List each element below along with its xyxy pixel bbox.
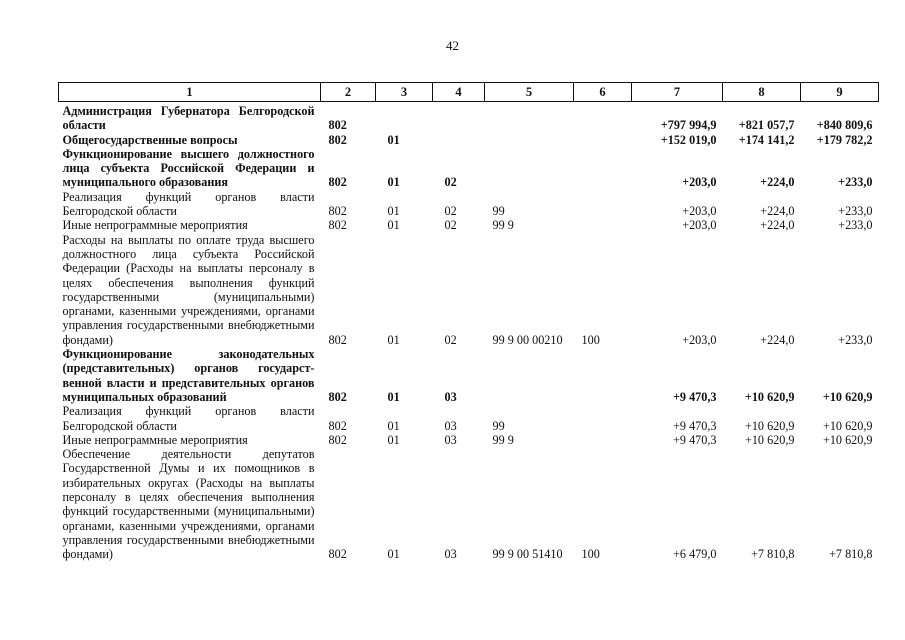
ministry-code: 802	[328, 132, 347, 147]
target-item-code: 99 9	[492, 432, 514, 447]
budget-item-name: Реализация функций органов власти Белгородской области	[62, 189, 315, 219]
amount-year-3: +233,0	[838, 175, 873, 190]
header-col-6: 6	[574, 83, 632, 102]
amount-year-2: +10 620,9	[744, 418, 795, 433]
expense-type-code	[574, 218, 632, 232]
section-code	[376, 102, 433, 133]
target-item-code	[485, 133, 574, 147]
expense-type-code	[574, 147, 632, 190]
table-row	[59, 133, 879, 147]
amount-year-3: +10 620,9	[822, 418, 873, 433]
subsection-code: 02	[444, 332, 457, 347]
ministry-code: 802	[328, 218, 347, 233]
expense-type-code	[574, 133, 632, 147]
header-col-9: 9	[801, 83, 879, 102]
ministry-code: 802	[328, 432, 347, 447]
table-row	[59, 102, 879, 133]
budget-item-name: Функционирование законодательных (представительных) органов государст-венной власти и представительных органов муниципальных образований	[62, 347, 315, 404]
section-code: 01	[387, 547, 400, 562]
amount-year-2: +224,0	[760, 218, 795, 233]
amount-year-3: +233,0	[838, 218, 873, 233]
target-item-code: 99	[492, 418, 505, 433]
amount-year-1: +203,0	[682, 175, 717, 190]
ministry-code: 802	[328, 389, 347, 404]
target-item-code: 99 9	[492, 218, 514, 233]
header-col-2: 2	[321, 83, 376, 102]
amount-year-1: +9 470,3	[672, 389, 717, 404]
amount-year-3: +179 782,2	[816, 132, 873, 147]
amount-year-1: +203,0	[682, 218, 717, 233]
subsection-code: 02	[444, 218, 457, 233]
amount-year-1: +203,0	[682, 204, 717, 219]
header-col-5: 5	[485, 83, 574, 102]
budget-item-name: Иные непрограммные мероприятия	[62, 218, 248, 233]
amount-year-3: +7 810,8	[829, 547, 873, 562]
ministry-code: 802	[328, 418, 347, 433]
ministry-code: 802	[328, 332, 347, 347]
subsection-code: 02	[444, 175, 457, 190]
amount-year-2: +10 620,9	[744, 432, 795, 447]
table-row	[59, 404, 879, 433]
header-row	[59, 83, 879, 102]
table-row	[59, 190, 879, 219]
subsection-code	[433, 102, 485, 133]
subsection-code: 02	[444, 204, 457, 219]
amount-year-3: +10 620,9	[822, 389, 873, 404]
target-item-code	[485, 347, 574, 404]
header-col-8: 8	[723, 83, 801, 102]
section-code: 01	[387, 132, 400, 147]
target-item-code: 99	[492, 204, 505, 219]
amount-year-2: +821 057,7	[738, 118, 795, 133]
section-code: 01	[387, 218, 400, 233]
amount-year-1: +152 019,0	[660, 132, 717, 147]
ministry-code: 802	[328, 204, 347, 219]
target-item-code	[485, 102, 574, 133]
amount-year-2: +10 620,9	[744, 389, 795, 404]
section-code: 01	[387, 432, 400, 447]
expense-type-code: 100	[581, 332, 600, 347]
section-code: 01	[387, 332, 400, 347]
table-row	[59, 218, 879, 232]
header-col-3: 3	[376, 83, 433, 102]
section-code: 01	[387, 389, 400, 404]
subsection-code: 03	[444, 547, 457, 562]
amount-year-1: +9 470,3	[673, 418, 717, 433]
expense-type-code: 100	[581, 547, 600, 562]
ministry-code: 802	[328, 547, 347, 562]
page-number: 42	[446, 38, 459, 53]
amount-year-3: +233,0	[838, 332, 873, 347]
header-col-4: 4	[433, 83, 485, 102]
amount-year-1: +203,0	[682, 332, 717, 347]
section-code: 01	[387, 175, 400, 190]
table-row	[59, 347, 879, 404]
amount-year-1: +797 994,9	[660, 118, 717, 133]
expense-type-code	[574, 190, 632, 219]
budget-item-name: Обеспечение деятельности депутатов Государственной Думы и их помощников в избирательных округах (Расходы на выплаты персоналу в целях обеспечения выполнения функций государственными (муниципальными) органами, казенными учреждениями, органами управления государственными внебюджетными фондами)	[62, 447, 315, 562]
table-body	[59, 102, 879, 562]
subsection-code: 03	[444, 432, 457, 447]
amount-year-3: +840 809,6	[816, 118, 873, 133]
section-code: 01	[387, 204, 400, 219]
amount-year-1: +9 470,3	[673, 432, 717, 447]
target-item-code: 99 9 00 51410	[492, 547, 563, 562]
subsection-code: 03	[444, 389, 457, 404]
table-row	[59, 433, 879, 447]
subsection-code: 03	[444, 418, 457, 433]
table-row	[59, 233, 879, 347]
amount-year-1: +6 479,0	[673, 547, 717, 562]
budget-item-name: Иные непрограммные мероприятия	[62, 432, 248, 447]
table-row	[59, 447, 879, 561]
table-header	[59, 83, 879, 102]
amount-year-2: +224,0	[760, 332, 795, 347]
budget-item-name: Функционирование высшего должностного лица субъекта Российской Федерации и муниципального образования	[62, 146, 315, 190]
expense-type-code	[574, 404, 632, 433]
ministry-code: 802	[328, 175, 347, 190]
amount-year-2: +224,0	[760, 175, 795, 190]
budget-item-name: Реализация функций органов власти Белгородской области	[62, 404, 315, 433]
amount-year-3: +233,0	[838, 204, 873, 219]
header-col-7: 7	[632, 83, 723, 102]
budget-item-name: Администрация Губернатора Белгородской области	[62, 104, 315, 133]
budget-table	[58, 82, 879, 562]
section-code: 01	[387, 418, 400, 433]
budget-item-name: Общегосударственные вопросы	[62, 132, 238, 147]
expense-type-code	[574, 102, 632, 133]
budget-item-name: Расходы на выплаты по оплате труда высшего должностного лица субъекта Российской Федерации (Расходы на выплаты персоналу в целях обеспечения выполнения функций государственными (муниципальными) органами, казенными учреждениями, органами управления государственными внебюджетными фондами)	[62, 232, 315, 347]
header-col-1: 1	[59, 83, 321, 102]
amount-year-2: +174 141,2	[738, 132, 795, 147]
table-row	[59, 147, 879, 190]
amount-year-3: +10 620,9	[822, 432, 873, 447]
subsection-code	[433, 133, 485, 147]
expense-type-code	[574, 347, 632, 404]
expense-type-code	[574, 433, 632, 447]
ministry-code: 802	[328, 118, 347, 133]
amount-year-2: +7 810,8	[751, 547, 795, 562]
target-item-code	[485, 147, 574, 190]
target-item-code: 99 9 00 00210	[492, 332, 563, 347]
amount-year-2: +224,0	[760, 204, 795, 219]
